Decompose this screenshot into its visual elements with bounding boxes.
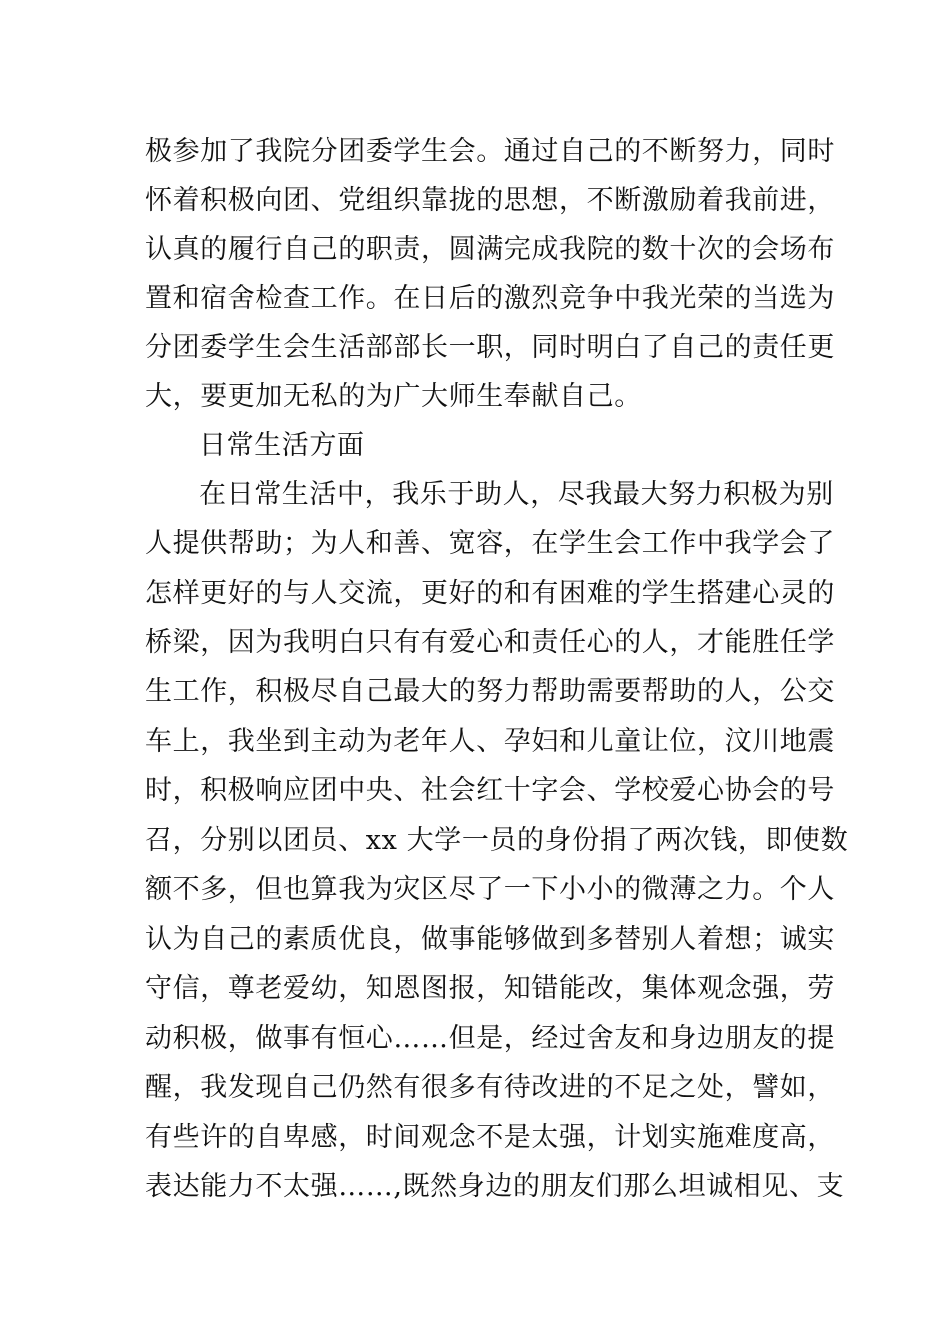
paragraph-line: 表达能力不太强……,既然身边的朋友们那么坦诚相见、支 [145,1171,845,1202]
paragraph-line: 怀着积极向团、党组织靠拢的思想，不断激励着我前进， [145,185,835,216]
paragraph-line: 动积极，做事有恒心……但是，经过舍友和身边朋友的提 [145,1023,835,1054]
section-heading: 日常生活方面 [199,430,365,461]
paragraph-line: 置和宿舍检查工作。在日后的激烈竞争中我光荣的当选为 [145,283,835,314]
paragraph-line: 生工作，积极尽自己最大的努力帮助需要帮助的人，公交 [145,676,835,707]
paragraph-line: 分团委学生会生活部部长一职，同时明白了自己的责任更 [145,332,835,363]
paragraph-line: 召，分别以团员、xx 大学一员的身份捐了两次钱，即使数 [145,825,849,856]
paragraph-line: 桥梁，因为我明白只有有爱心和责任心的人，才能胜任学 [145,627,835,658]
paragraph-line: 有些许的自卑感，时间观念不是太强，计划实施难度高， [145,1122,835,1153]
paragraph-line: 醒，我发现自己仍然有很多有待改进的不足之处，譬如， [145,1072,835,1103]
paragraph-line: 额不多，但也算我为灾区尽了一下小小的微薄之力。个人 [145,874,835,905]
paragraph-line: 认为自己的素质优良，做事能够做到多替别人着想；诚实 [145,924,835,955]
paragraph-line: 车上，我坐到主动为老年人、孕妇和儿童让位，汶川地震 [145,726,835,757]
paragraph-line: 极参加了我院分团委学生会。通过自己的不断努力，同时 [145,136,835,167]
paragraph-line: 人提供帮助；为人和善、宽容，在学生会工作中我学会了 [145,528,835,559]
paragraph-line: 在日常生活中，我乐于助人，尽我最大努力积极为别 [199,479,834,510]
paragraph-line: 怎样更好的与人交流，更好的和有困难的学生搭建心灵的 [145,578,835,609]
paragraph-line: 守信，尊老爱幼，知恩图报，知错能改，集体观念强，劳 [145,973,835,1004]
paragraph-line: 认真的履行自己的职责，圆满完成我院的数十次的会场布 [145,234,835,265]
paragraph-line: 时，积极响应团中央、社会红十字会、学校爱心协会的号 [145,775,835,806]
paragraph-line: 大，要更加无私的为广大师生奉献自己。 [145,381,642,412]
